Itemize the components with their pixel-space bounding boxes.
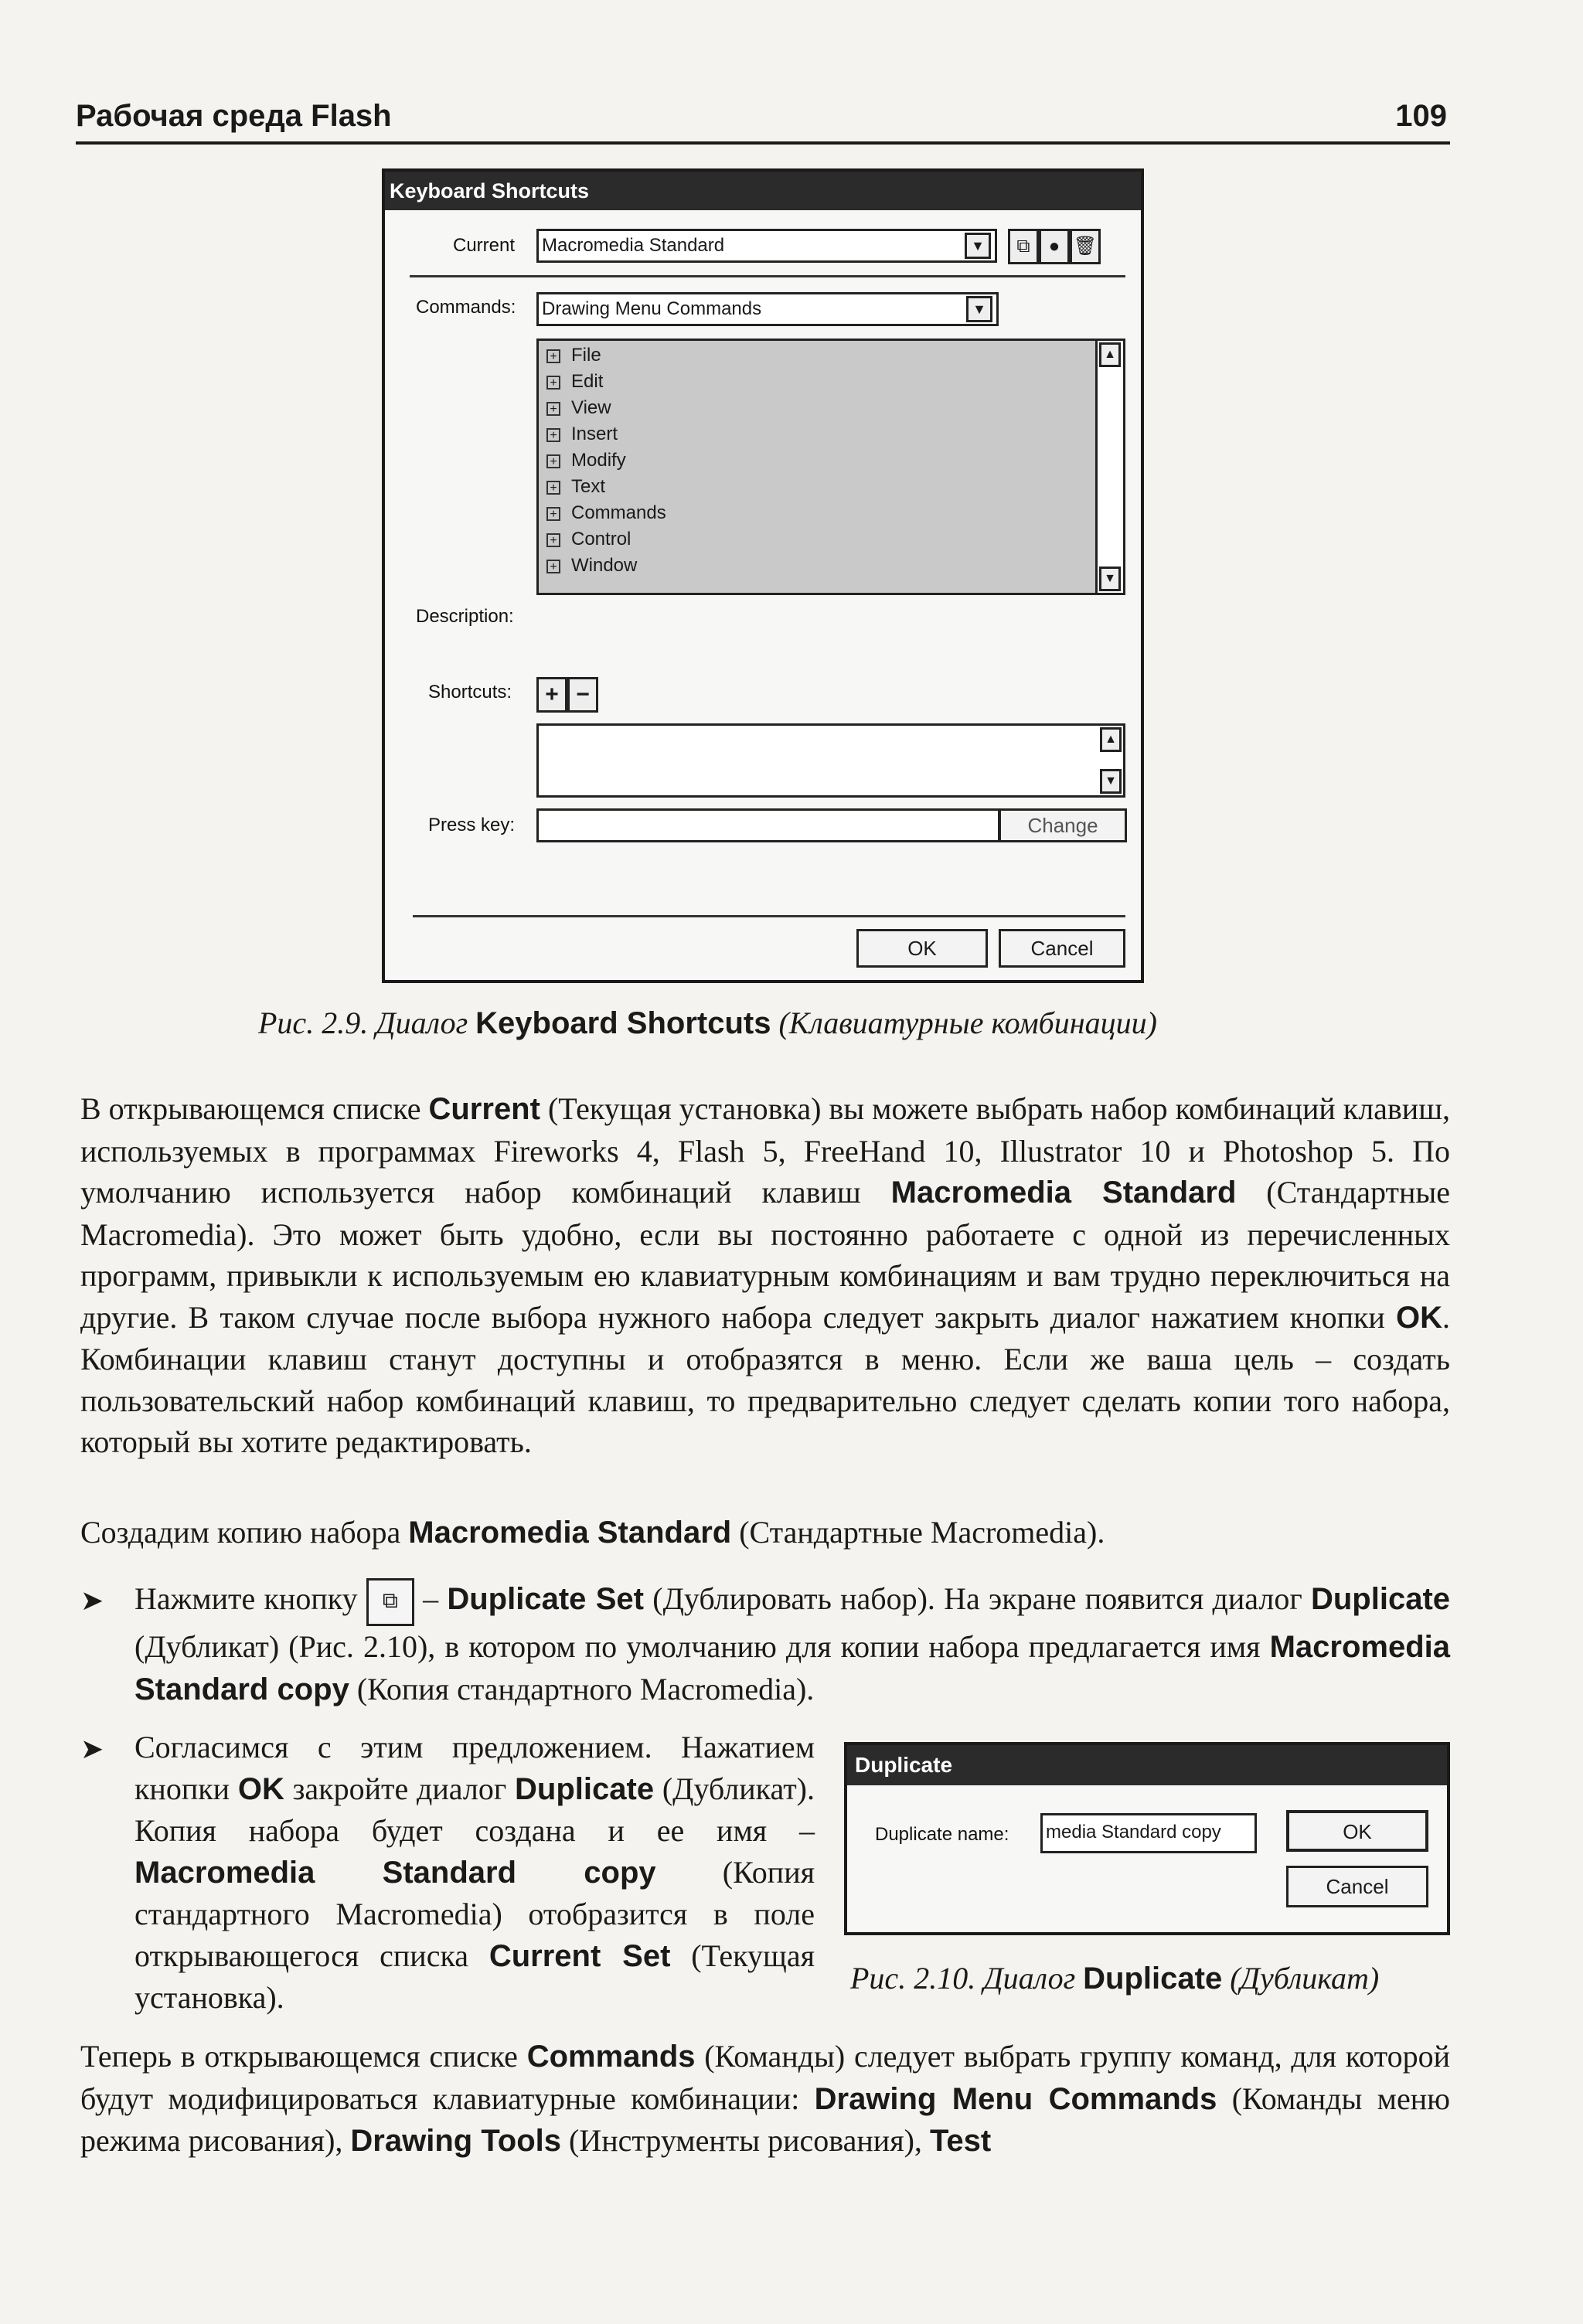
current-label: Current: [453, 235, 516, 256]
ok-button[interactable]: OK: [1286, 1810, 1428, 1852]
tree-item[interactable]: [546, 526, 631, 553]
tree-item[interactable]: [546, 395, 611, 421]
change-button[interactable]: Change: [999, 808, 1127, 842]
tree-item[interactable]: [546, 553, 637, 579]
tree-item-label: File: [571, 345, 601, 366]
remove-shortcut-button[interactable]: −: [567, 677, 598, 713]
current-select[interactable]: Macromedia Standard: [536, 229, 997, 263]
scroll-down-icon[interactable]: ▼: [1099, 567, 1121, 591]
body-paragraph-2: Создадим копию набора Macromedia Standard (Стандартные Macromedia).: [80, 1515, 1105, 1550]
tree-item[interactable]: [546, 342, 601, 369]
shortcuts-scroll-up-icon[interactable]: ▲: [1100, 727, 1122, 752]
add-shortcut-button[interactable]: +: [536, 677, 567, 713]
shortcuts-label: Shortcuts:: [428, 682, 512, 703]
expand-icon[interactable]: +: [546, 507, 560, 521]
cancel-button[interactable]: Cancel: [1286, 1866, 1428, 1907]
tree-item-label: Control: [571, 529, 631, 550]
figure-caption-2-10: Рис. 2.10. Диалог Duplicate (Дубликат): [850, 1961, 1380, 1996]
expand-icon[interactable]: +: [546, 402, 560, 416]
shortcuts-scroll-down-icon[interactable]: ▼: [1100, 769, 1122, 794]
duplicate-set-icon[interactable]: ⧉: [1008, 229, 1039, 264]
expand-icon[interactable]: +: [546, 533, 560, 547]
bullet-item-1: Нажмите кнопку ⧉ – Duplicate Set (Дублировать набор). На экране появится диалог Duplicate (Дубликат) (Рис. 2.10), в котором по умолчанию для копии набора предлагается имя Macromedia Standard copy (Копия стандартного Macromedia).: [134, 1578, 1450, 1710]
tree-item[interactable]: [546, 421, 618, 447]
expand-icon[interactable]: +: [546, 376, 560, 390]
commands-select[interactable]: Drawing Menu Commands: [536, 292, 999, 326]
tree-item-label: Window: [571, 555, 638, 576]
cancel-button[interactable]: Cancel: [999, 929, 1125, 968]
header-rule: [76, 141, 1450, 145]
scroll-up-icon[interactable]: ▲: [1099, 342, 1121, 367]
keyboard-shortcuts-dialog: [382, 168, 1144, 983]
expand-icon[interactable]: +: [546, 481, 560, 495]
tree-item-label: Edit: [571, 371, 604, 392]
command-tree-list[interactable]: [536, 339, 1125, 595]
tree-item-label: Text: [571, 476, 606, 497]
duplicate-name-label: Duplicate name:: [875, 1824, 1009, 1845]
expand-icon[interactable]: +: [546, 454, 560, 468]
tree-item[interactable]: [546, 500, 666, 526]
shortcuts-list[interactable]: [536, 723, 1125, 798]
tree-item[interactable]: [546, 447, 626, 474]
expand-icon[interactable]: +: [546, 349, 560, 363]
duplicate-name-input[interactable]: media Standard copy: [1040, 1813, 1257, 1853]
dialog-titlebar: Duplicate: [847, 1745, 1447, 1785]
tree-item[interactable]: [546, 474, 605, 500]
body-paragraph-1: В открывающемся списке Current (Текущая установка) вы можете выбрать набор комбинаций клавиш, используемых в программах Fireworks 4, Flash 5, FreeHand 10, Illustrator 10 и Photoshop 5. По умолчанию используется набор комбинаций клавиш Macromedia Standard (Стандартные Macromedia). Это может быть удобно, если вы постоянно работаете с одной из перечисленных программ, привыкли к используемым ею клавиатурным комбинациям и вам трудно переключиться на другие. В таком случае после выбора нужного набора следует закрыть диалог нажатием кнопки OK. Комбинации клавиш станут доступны и отобразятся в меню. Если же ваша цель – создать пользовательский набор комбинаций клавиш, то предварительно следует сделать копии того набора, который вы хотите редактировать.: [80, 1091, 1450, 1459]
separator: [410, 275, 1125, 277]
rename-set-icon[interactable]: ●: [1039, 229, 1070, 264]
current-dropdown-arrow-icon[interactable]: ▼: [965, 233, 991, 259]
bullet-item-2: Согласимся с этим предложением. Нажатием кнопки OK закройте диалог Duplicate (Дубликат). Копия набора будет создана и ее имя – Macromedia Standard copy (Копия стандартного Macromedia) отобразится в поле открывающегося списка Current Set (Текущая установка).: [134, 1730, 815, 2015]
dialog-titlebar: Keyboard Shortcuts: [385, 172, 1141, 210]
ok-button[interactable]: OK: [856, 929, 988, 968]
tree-item-label: View: [571, 397, 611, 418]
commands-label: Commands:: [416, 297, 516, 318]
press-key-label: Press key:: [428, 815, 516, 835]
tree-item[interactable]: [546, 369, 603, 395]
description-label: Description:: [416, 606, 514, 627]
tree-item-label: Commands: [571, 502, 666, 523]
delete-set-icon[interactable]: 🗑: [1070, 229, 1101, 264]
page-number: 109: [1395, 99, 1447, 133]
expand-icon[interactable]: +: [546, 560, 560, 573]
press-key-input[interactable]: [536, 808, 1000, 842]
bullet-arrow-icon: ➤: [80, 1734, 104, 1764]
tree-item-label: Modify: [571, 450, 626, 471]
expand-icon[interactable]: +: [546, 428, 560, 442]
duplicate-dialog: [844, 1742, 1450, 1935]
list-scrollbar[interactable]: [1095, 341, 1123, 593]
figure-caption-2-9: Рис. 2.9. Диалог Keyboard Shortcuts (Клавиатурные комбинации): [258, 1005, 1157, 1040]
tree-item-label: Insert: [571, 424, 618, 444]
separator: [413, 915, 1125, 917]
bullet-arrow-icon: ➤: [80, 1585, 104, 1616]
running-header-title: Рабочая среда Flash: [76, 99, 392, 133]
body-paragraph-3: Теперь в открывающемся списке Commands (Команды) следует выбрать группу команд, для которой будут модифицироваться клавиатурные комбинации: Drawing Menu Commands (Команды меню режима рисования), Drawing Tools (Инструменты рисования), Test: [80, 2039, 1451, 2158]
commands-dropdown-arrow-icon[interactable]: ▼: [966, 296, 992, 322]
duplicate-set-icon: ⧉: [366, 1578, 414, 1626]
